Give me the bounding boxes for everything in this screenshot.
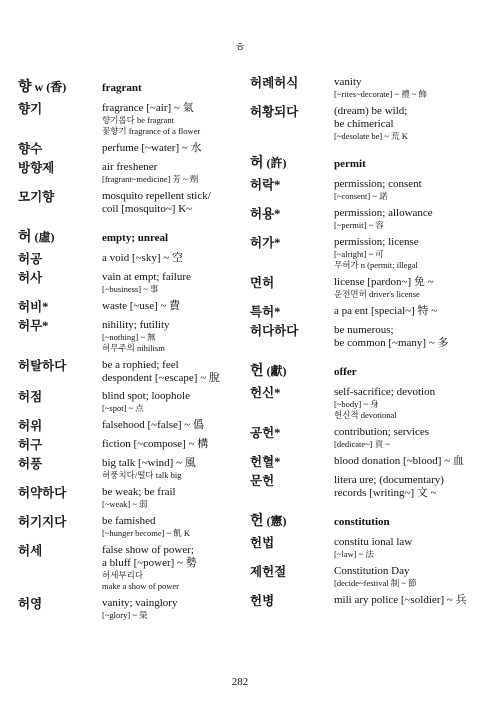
dictionary-entry <box>18 438 232 452</box>
left-column <box>18 76 232 631</box>
definition-line: false show of power; <box>102 544 194 556</box>
entry-definition <box>334 594 468 607</box>
entry-definition <box>102 515 232 539</box>
definition-line: blind spot; loophole <box>102 390 190 402</box>
definition-note: [~body] ~ 身 <box>334 399 379 409</box>
definition-note: [~desolate be] ~ 荒 K <box>334 131 408 141</box>
section-headword <box>18 226 102 246</box>
definition-line: self-sacrifice; devotion <box>334 386 436 398</box>
dictionary-entry <box>18 544 232 592</box>
section-heading <box>250 510 468 530</box>
definition-note: [dedicate~] 貢 ~ <box>334 439 390 449</box>
definition-line: litera ure; (documentary) <box>334 474 444 486</box>
entry-word: 향수 <box>18 142 43 156</box>
entry-word: 허무* <box>18 319 49 333</box>
entry-definition <box>102 271 232 295</box>
entry-definition <box>334 276 468 300</box>
entry-word: 허위 <box>18 419 43 433</box>
dictionary-entry <box>18 359 232 385</box>
section-headword <box>250 360 334 380</box>
headword-syllable: 허 <box>250 156 264 171</box>
dictionary-section <box>18 76 232 216</box>
definition-line: vain at empt; failure <box>102 271 191 283</box>
definition-line: despondent [~escape] ~ 脫 <box>102 372 220 384</box>
dictionary-entry <box>18 319 232 354</box>
dictionary-section <box>250 152 468 350</box>
entry-word: 공헌* <box>250 426 281 440</box>
entry-word: 허비* <box>18 300 49 314</box>
entry-word: 허례허식 <box>250 76 299 90</box>
entry-definition <box>334 76 468 100</box>
dictionary-entry <box>250 426 468 450</box>
dictionary-entry <box>250 305 468 319</box>
definition-line: be chimerical <box>334 118 394 130</box>
definition-line: a pa ent [special~] 特 ~ <box>334 305 438 317</box>
entry-definition <box>334 386 468 421</box>
dictionary-entry <box>250 455 468 469</box>
entry-definition <box>102 419 232 432</box>
definition-note: [~consent] ~ 諾 <box>334 191 388 201</box>
definition-note: [fragrant~medicine] 芳 ~ 劑 <box>102 174 199 184</box>
headword-syllable: 향 <box>18 80 32 95</box>
entry-definition <box>334 536 468 560</box>
definition-line: air freshener <box>102 161 158 173</box>
entry-word: 허구 <box>18 438 43 452</box>
dictionary-entry <box>18 300 232 314</box>
definition-note: [~nothing] ~ 無 <box>102 332 156 342</box>
entry-definition <box>102 486 232 510</box>
headword-prefix: w <box>31 80 44 94</box>
entry-word: 허사 <box>18 271 43 285</box>
definition-line: constitu ional law <box>334 536 413 548</box>
entry-definition <box>334 305 468 318</box>
definition-line: coil [mosquito~] K~ <box>102 203 193 215</box>
definition-line: waste [~use] ~ 費 <box>102 300 181 312</box>
page-header-letter: ㅎ <box>234 40 246 54</box>
dictionary-entry <box>250 207 468 231</box>
section-heading <box>250 360 468 380</box>
entry-word: 허약하다 <box>18 486 67 500</box>
section-meaning: constitution <box>334 516 390 528</box>
entry-word: 허풍 <box>18 457 43 471</box>
entry-definition <box>102 102 232 137</box>
dictionary-entry <box>18 102 232 137</box>
dictionary-entry <box>250 105 468 142</box>
entry-word: 허점 <box>18 390 43 404</box>
definition-note: [~hunger become] ~ 飢 K <box>102 528 191 538</box>
definition-line: be common [~many] ~ 多 <box>334 337 449 349</box>
dictionary-entry <box>18 515 232 539</box>
definition-line: vanity; vainglory <box>102 597 178 609</box>
definition-note: 꽃향기 fragrance of a flower <box>102 126 201 136</box>
dictionary-section <box>250 360 468 500</box>
definition-note: [~permit] ~ 容 <box>334 220 384 230</box>
entry-definition <box>102 142 232 155</box>
dictionary-entry <box>18 419 232 433</box>
definition-note: [~business] ~ 事 <box>102 284 159 294</box>
dictionary-entry <box>18 271 232 295</box>
entry-definition <box>334 324 468 350</box>
headword-hanja: (憲) <box>263 514 287 528</box>
right-column <box>250 76 468 618</box>
definition-line: a bluff [~power] ~ 勢 <box>102 557 197 569</box>
entry-definition <box>102 597 232 621</box>
entry-definition <box>102 544 232 592</box>
entry-word: 헌혈* <box>250 455 281 469</box>
definition-line: falsehood [~false] ~ 僞 <box>102 419 205 431</box>
definition-note: [~weak] ~ 弱 <box>102 499 148 509</box>
entry-definition <box>102 161 232 185</box>
section-meaning: empty; unreal <box>102 232 169 244</box>
dictionary-entry <box>250 276 468 300</box>
entry-definition <box>102 390 232 414</box>
entry-word: 허가* <box>250 236 281 250</box>
definition-line: records [writing~] 文 ~ <box>334 487 437 499</box>
definition-note: [decide~festival 制 ~ 節 <box>334 578 417 588</box>
definition-note: 운전면허 driver's license <box>334 289 420 299</box>
definition-note: 향기롭다 be fragrant <box>102 115 175 125</box>
definition-note: 헌신적 devotional <box>334 410 397 420</box>
definition-line: be weak; be frail <box>102 486 176 498</box>
section-headword <box>250 152 334 172</box>
entry-word: 허공 <box>18 252 43 266</box>
headword-syllable: 헌 <box>250 364 264 379</box>
entry-word: 허황되다 <box>250 105 299 119</box>
entry-word: 허영 <box>18 597 43 611</box>
entry-word: 허락* <box>250 178 281 192</box>
section-heading <box>18 76 232 96</box>
entry-definition <box>102 319 232 354</box>
definition-line: be famished <box>102 515 156 527</box>
definition-line: vanity <box>334 76 362 88</box>
section-meaning: offer <box>334 366 357 378</box>
entry-word: 허기지다 <box>18 515 67 529</box>
definition-line: big talk [~wind] ~ 風 <box>102 457 196 469</box>
entry-word: 제헌절 <box>250 565 287 579</box>
dictionary-entry <box>250 76 468 100</box>
dictionary-entry <box>18 252 232 266</box>
entry-word: 모기향 <box>18 190 55 204</box>
entry-definition <box>334 565 468 589</box>
definition-line: perfume [~water] ~ 水 <box>102 142 202 154</box>
entry-definition <box>334 426 468 450</box>
dictionary-entry <box>18 457 232 481</box>
dictionary-section <box>250 510 468 608</box>
definition-line: blood donation [~blood] ~ 血 <box>334 455 464 467</box>
entry-definition <box>102 300 232 313</box>
headword-syllable: 허 <box>18 230 32 245</box>
entry-definition <box>334 236 468 271</box>
definition-note: [~spot] ~ 点 <box>102 403 144 413</box>
definition-line: permission; consent <box>334 178 422 190</box>
definition-line: nihility; futility <box>102 319 170 331</box>
entry-word: 헌법 <box>250 536 275 550</box>
entry-word: 허용* <box>250 207 281 221</box>
entry-definition <box>334 178 468 202</box>
dictionary-entry <box>18 190 232 216</box>
dictionary-entry <box>18 597 232 621</box>
section-headword <box>250 510 334 530</box>
dictionary-entry <box>18 161 232 185</box>
headword-hanja: (許) <box>263 156 287 170</box>
entry-definition <box>102 457 232 481</box>
entry-word: 문헌 <box>250 474 275 488</box>
dictionary-entry <box>250 536 468 560</box>
definition-line: permission; license <box>334 236 419 248</box>
dictionary-entry <box>250 324 468 350</box>
definition-note: 허무주의 nihilism <box>102 343 165 353</box>
definition-line: be a rophied; feel <box>102 359 179 371</box>
section-heading <box>250 152 468 172</box>
headword-hanja: (香) <box>43 80 67 94</box>
definition-note: 무허가 n (permit; illegal <box>334 260 418 270</box>
dictionary-entry <box>250 565 468 589</box>
dictionary-entry <box>250 178 468 202</box>
entry-definition <box>334 207 468 231</box>
definition-line: mili ary police [~soldier] ~ 兵 <box>334 594 467 606</box>
entry-word: 허세 <box>18 544 43 558</box>
definition-note: [~rites~decorate] ~ 禮 ~ 飾 <box>334 89 427 99</box>
entry-definition <box>334 474 468 500</box>
entry-word: 헌신* <box>250 386 281 400</box>
entry-definition <box>102 252 232 265</box>
entry-definition <box>102 438 232 451</box>
definition-line: mosquito repellent stick/ <box>102 190 211 202</box>
dictionary-section <box>250 76 468 142</box>
entry-definition <box>334 455 468 468</box>
entry-word: 향기 <box>18 102 43 116</box>
section-headword <box>18 76 102 96</box>
definition-note: [~alright] ~ 可 <box>334 249 384 259</box>
entry-word: 면허 <box>250 276 275 290</box>
definition-line: contribution; services <box>334 426 430 438</box>
entry-word: 특허* <box>250 305 281 319</box>
definition-note: 허세부리다 <box>102 570 144 580</box>
section-meaning: fragrant <box>102 82 142 94</box>
definition-line: (dream) be wild; <box>334 105 408 117</box>
dictionary-entry <box>250 594 468 608</box>
dictionary-section <box>18 226 232 621</box>
entry-word: 허탈하다 <box>18 359 67 373</box>
entry-word: 방향제 <box>18 161 55 175</box>
section-meaning: permit <box>334 158 366 170</box>
entry-word: 허다하다 <box>250 324 299 338</box>
dictionary-entry <box>250 236 468 271</box>
definition-note: make a show of power <box>102 581 179 591</box>
dictionary-entry <box>250 386 468 421</box>
definition-line: license [pardon~] 免 ~ <box>334 276 434 288</box>
dictionary-entry <box>18 390 232 414</box>
definition-line: be numerous; <box>334 324 394 336</box>
definition-line: permission; allowance <box>334 207 433 219</box>
definition-line: fragrance [~air] ~ 氣 <box>102 102 194 114</box>
definition-note: [~glory] ~ 榮 <box>102 610 148 620</box>
headword-hanja: (獻) <box>263 364 287 378</box>
entry-definition <box>102 190 232 216</box>
dictionary-entry <box>18 142 232 156</box>
headword-hanja: (虛) <box>31 230 55 244</box>
definition-line: Constitution Day <box>334 565 410 577</box>
entry-definition <box>334 105 468 142</box>
definition-line: a void [~sky] ~ 空 <box>102 252 183 264</box>
dictionary-entry <box>250 474 468 500</box>
definition-line: fiction [~compose] ~ 構 <box>102 438 209 450</box>
page-number: 282 <box>231 676 249 688</box>
entry-definition <box>102 359 232 385</box>
dictionary-entry <box>18 486 232 510</box>
headword-syllable: 헌 <box>250 514 264 529</box>
definition-note: [~law] ~ 法 <box>334 549 374 559</box>
section-heading <box>18 226 232 246</box>
entry-word: 헌병 <box>250 594 275 608</box>
definition-note: 허풍치다/떨다 talk big <box>102 470 182 480</box>
